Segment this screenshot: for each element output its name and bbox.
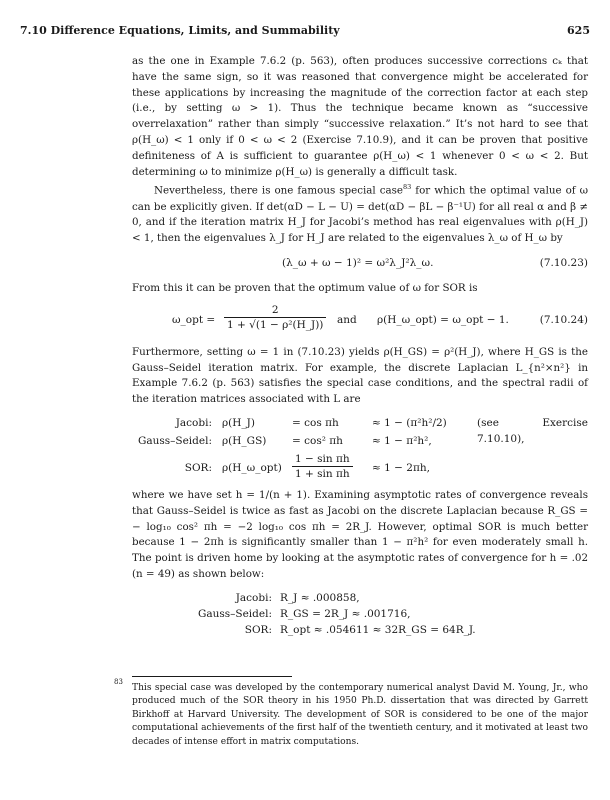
paragraph-2	[132, 180, 588, 247]
row-rho: ρ(H_ω_opt)	[222, 461, 282, 474]
paragraph-2-start: Nevertheless, there is one famous special case	[154, 184, 403, 197]
equation-7-10-23-number: (7.10.23)	[539, 256, 588, 269]
section-title: 7.10 Difference Equations, Limits, and Summability	[20, 24, 340, 37]
table-row	[132, 434, 588, 452]
omega-opt-numerator: 2	[224, 303, 326, 318]
row-label: Jacobi:	[175, 416, 212, 429]
omega-opt-fraction	[224, 303, 326, 333]
row-rho: ρ(H_J)	[222, 416, 255, 429]
paragraph-2-rest: for which the optimal value of ω can be explicitly given. If det(αD − L − U) = det(αD − βL − β⁻¹U) for all real α and β ≠ 0, and if the iteration matrix H_J for Jacobi’s method has real eigenvalues with ρ(H_J) < 1, then the eigenvalues λ_J for H_J are related to the eigenvalues λ_ω of H_ω by	[132, 184, 588, 245]
paragraph-1: as the one in Example 7.6.2 (p. 563), often produces successive corrections cₖ that have the same sign, so it was reasoned that convergence might be accelerated for these applications by increasing the magnitude of the correction factor at each step (i.e., by setting ω > 1). Thus the technique became known as “successive overrelaxation” rather than simply “successive relaxation.” It’s not hard to see that ρ(H_ω) < 1 only if 0 < ω < 2 (Exercise 7.10.9), and it can be proven that positive definiteness of A is sufficient to guarantee ρ(H_ω) < 1 whenever 0 < ω < 2. But determining ω to minimize ρ(H_ω) is generally a difficult task.	[132, 55, 588, 178]
main-text	[132, 54, 588, 641]
table-row	[132, 623, 588, 639]
paragraph-5: where we have set h = 1/(n + 1). Examining asymptotic rates of convergence reveals that Gauss–Seidel is twice as fast as Jacobi on the discrete Laplacian because R_GS = − log₁₀ cos² πh = −2 log₁₀ cos πh = 2R_J. However, optimal SOR is much better because 1 − 2πh is significantly smaller than 1 − π²h² for even moderately small h. The point is driven home by looking at the asymptotic rates of convergence for h = .02 (n = 49) as shown below:	[132, 488, 588, 580]
row-label: SOR:	[244, 623, 272, 636]
row-value: R_GS = 2R_J ≈ .001716,	[280, 607, 411, 620]
equation-7-10-23-body: (λ_ω + ω − 1)² = ω²λ_J²λ_ω.	[282, 256, 434, 269]
row-label: Jacobi:	[235, 591, 272, 604]
footnote-mark: 83	[114, 678, 123, 686]
footnote-reference[interactable]: 83	[402, 183, 412, 192]
equation-7-10-24-number: (7.10.24)	[539, 313, 588, 326]
equation-7-10-23	[132, 251, 588, 277]
sor-denominator: 1 + sin πh	[295, 467, 350, 480]
and-word: and	[337, 313, 357, 326]
omega-opt-denominator: 1 + √(1 − ρ²(H_J))	[227, 318, 324, 331]
running-head	[20, 24, 590, 38]
row-value: R_opt ≈ .054611 ≈ 32R_GS = 64R_J.	[280, 623, 476, 636]
paragraph-4: Furthermore, setting ω = 1 in (7.10.23) yields ρ(H_GS) = ρ²(H_J), where H_GS is the Gauss–Seidel iteration matrix. For example, the discrete Laplacian L_{n²×n²} in Example 7.6.2 (p. 563) satisfies the special case conditions, and the spectral radii of the iteration matrices associated with L are	[132, 345, 588, 406]
row-rho: ρ(H_GS)	[222, 434, 267, 447]
sor-numerator: 1 − sin πh	[292, 452, 353, 467]
omega-opt-lhs: ω_opt =	[172, 313, 216, 326]
row-label: Gauss–Seidel:	[197, 607, 272, 620]
table-row	[132, 607, 588, 623]
row-value: = cos πh	[292, 416, 339, 429]
row-value-fraction	[292, 452, 353, 482]
spectral-radii-table	[132, 414, 588, 484]
convergence-rates-table	[132, 587, 588, 641]
footnote-divider	[132, 676, 292, 677]
row-value: = cos² πh	[292, 434, 343, 447]
row-approx: ≈ 1 − (π²h²/2)	[372, 416, 447, 429]
table-row	[132, 591, 588, 607]
row-approx: ≈ 1 − 2πh,	[372, 461, 430, 474]
spectral-radius-rhs: ρ(H_ω_opt) = ω_opt − 1.	[377, 313, 509, 326]
row-approx: ≈ 1 − π²h²,	[372, 434, 432, 447]
row-label: SOR:	[184, 461, 212, 474]
footnote-text: This special case was developed by the contemporary numerical analyst David M. Young, Jr., who produced much of the SOR theory in his 1950 Ph.D. dissertation that was directed by Garrett Birkhoff at Harvard University. The development of SOR is considered to be one of the major computational achievements of the first half of the twentieth century, and it motivated at least two decades of intense effort in matrix computations.	[132, 683, 588, 747]
row-value: R_J ≈ .000858,	[280, 591, 360, 604]
table-row	[132, 452, 588, 484]
paragraph-3: From this it can be proven that the optimum value of ω for SOR is	[132, 281, 478, 294]
row-label: Gauss–Seidel:	[137, 434, 212, 447]
equation-7-10-24	[132, 301, 588, 339]
row-note: (see Exercise 7.10.10),	[477, 416, 588, 445]
page-number: 625	[567, 24, 590, 37]
